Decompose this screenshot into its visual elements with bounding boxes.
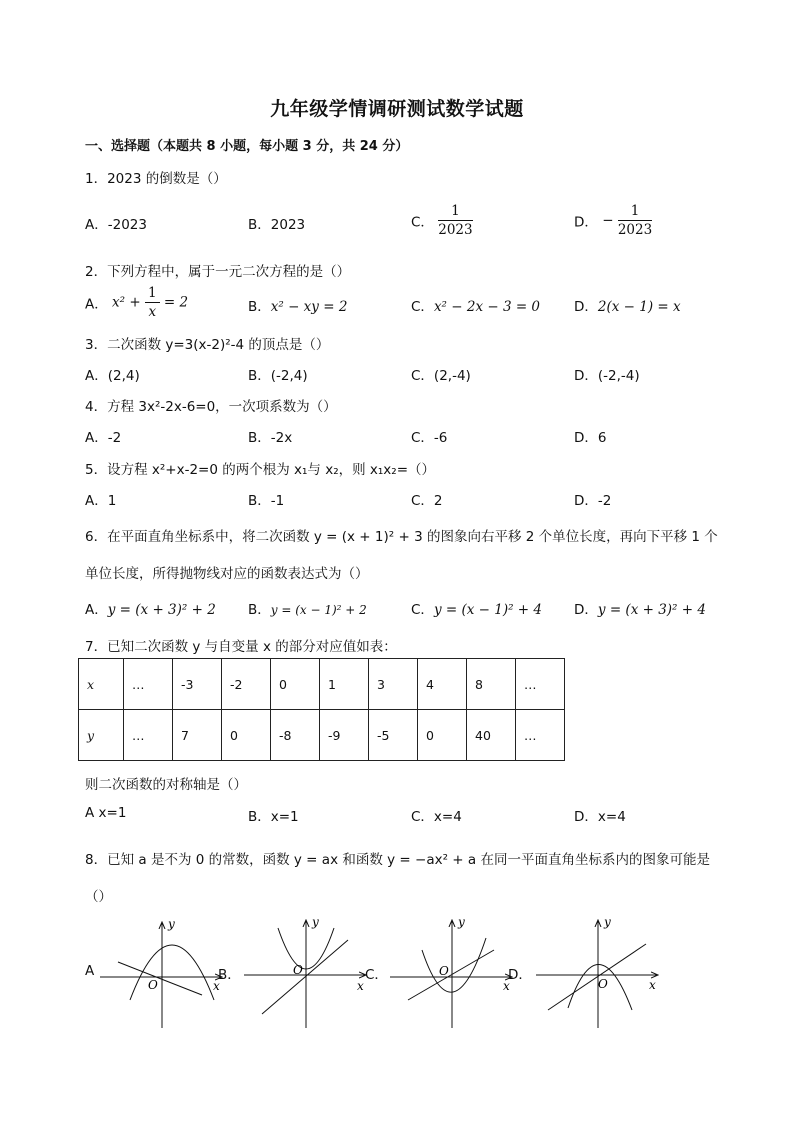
question-2-stem: 2．下列方程中，属于一元二次方程的是（） [85,264,351,280]
table-cell: y [79,710,124,761]
table-cell: -8 [271,710,320,761]
question-3-stem: 3．二次函数 y=3(x-2)²-4 的顶点是（） [85,337,330,353]
q4-option-d[interactable]: D．6 [574,430,607,446]
table-cell: … [124,659,173,710]
table-cell: 0 [222,710,271,761]
denominator: x [148,304,157,320]
table-cell: 1 [320,659,369,710]
question-6-stem-line1: 6．在平面直角坐标系中，将二次函数 y = (x + 1)² + 3 的图象向右平移 2 个单位长度，再向下平移 1 个 [85,529,718,545]
question-4-stem: 4．方程 3x²-2x-6=0，一次项系数为（） [85,399,337,415]
q6-option-b-expr: y = (x − 1)² + 2 [270,603,367,617]
line-graph [262,940,348,1014]
q2-option-d-expr: 2(x − 1) = x [597,299,681,315]
table-cell: -3 [173,659,222,710]
q2-option-c-label: C． [411,299,434,315]
q8-option-c-label[interactable]: C． [365,967,388,983]
parabola [422,938,486,992]
graph-d[interactable] [536,915,658,1028]
question-6-stem-line2: 单位长度，所得抛物线对应的函数表达式为（） [85,566,369,582]
graph-a[interactable] [100,917,222,1028]
q5-option-c[interactable]: C．2 [411,493,443,509]
origin-label: O [293,963,303,977]
q2-option-a-post: = 2 [163,294,189,311]
q2-option-b-expr: x² − xy = 2 [270,299,348,315]
table-cell: 0 [418,710,467,761]
q2-option-d-label: D． [574,299,598,315]
page-title: 九年级学情调研测试数学试题 [270,98,524,120]
table-cell: -9 [320,710,369,761]
y-axis-label: y [604,915,611,929]
question-8-stem: 8．已知 a 是不为 0 的常数，函数 y = ax 和函数 y = −ax² + a 在同一平面直角坐标系内的图象可能是 [85,852,710,868]
q8-option-d-label[interactable]: D． [508,967,532,983]
q7-option-b[interactable]: B．x=1 [248,809,299,825]
graph-c[interactable] [390,915,512,1028]
q7-option-d[interactable]: D．x=4 [574,809,626,825]
q4-option-a[interactable]: A．-2 [85,430,122,446]
q7-option-a[interactable]: A x=1 [85,805,127,821]
table-cell: … [516,710,565,761]
q6-option-a-expr: y = (x + 3)² + 2 [107,602,216,618]
q8-option-b-label[interactable]: B． [218,967,241,983]
q6-option-c-label: C． [411,602,434,618]
origin-label: O [439,964,449,978]
q6-option-d-expr: y = (x + 3)² + 4 [597,602,706,618]
q2-option-c-expr: x² − 2x − 3 = 0 [433,299,541,315]
table-cell: -5 [369,710,418,761]
q2-option-b-label: B． [248,299,271,315]
numerator: 1 [618,202,652,221]
q1-option-d-label: D． [574,214,598,231]
table-cell: 4 [418,659,467,710]
table-cell: -2 [222,659,271,710]
origin-label: O [598,977,608,991]
q2-option-a-pre: x² + [112,294,141,311]
x-axis-label: x [357,979,364,993]
q1-option-c-label: C． [411,214,434,231]
q5-option-b[interactable]: B．-1 [248,493,285,509]
section-heading: 一、选择题（本题共 8 小题，每小题 3 分，共 24 分） [85,139,409,154]
table-cell: 7 [173,710,222,761]
q7-option-c[interactable]: C．x=4 [411,809,462,825]
table-cell: 3 [369,659,418,710]
table-cell: 40 [467,710,516,761]
q1-option-b[interactable]: B．2023 [248,217,306,233]
q1-option-a[interactable]: A．-2023 [85,217,147,233]
table-cell: … [516,659,565,710]
table-cell: 8 [467,659,516,710]
q6-option-b-label: B． [248,602,271,618]
y-axis-label: y [168,917,175,931]
q6-option-a-label: A． [85,602,108,618]
question-1-stem: 1．2023 的倒数是（） [85,171,227,187]
q3-option-c[interactable]: C．(2,-4) [411,368,471,384]
line-graph [548,944,646,1010]
q3-option-d[interactable]: D．(-2,-4) [574,368,640,384]
x-axis-label: x [503,979,510,993]
numerator: 1 [438,202,472,221]
denominator: 2023 [617,222,653,238]
q2-option-a-label: A． [85,296,108,313]
numerator: 1 [145,284,160,303]
x-axis-label: x [649,978,656,992]
q4-option-c[interactable]: C．-6 [411,430,448,446]
q6-option-c-expr: y = (x − 1)² + 4 [433,602,542,618]
q6-option-d-label: D． [574,602,598,618]
origin-label: O [148,978,158,992]
question-5-stem: 5．设方程 x²+x-2=0 的两个根为 x₁与 x₂，则 x₁x₂=（） [85,462,436,478]
graph-b[interactable] [244,915,366,1028]
y-axis-label: y [312,915,319,929]
y-axis-label: y [458,915,465,929]
q4-option-b[interactable]: B．-2x [248,430,293,446]
question-8-answer-paren: （） [85,889,112,905]
question-7-followup: 则二次函数的对称轴是（） [85,777,247,793]
q8-option-a-label[interactable]: A [85,963,95,979]
question-7-stem: 7．已知二次函数 y 与自变量 x 的部分对应值如表： [85,639,397,655]
minus-sign: − [602,212,614,229]
parabola [130,945,214,1000]
line-graph [118,962,202,995]
table-cell: x [79,659,124,710]
denominator: 2023 [438,222,473,238]
q3-option-b[interactable]: B．(-2,4) [248,368,308,384]
table-cell: … [124,710,173,761]
q5-option-a[interactable]: A．1 [85,493,117,509]
q5-option-d[interactable]: D．-2 [574,493,612,509]
table-cell: 0 [271,659,320,710]
q3-option-a[interactable]: A．(2,4) [85,368,140,384]
x-axis-label: x [213,979,220,993]
